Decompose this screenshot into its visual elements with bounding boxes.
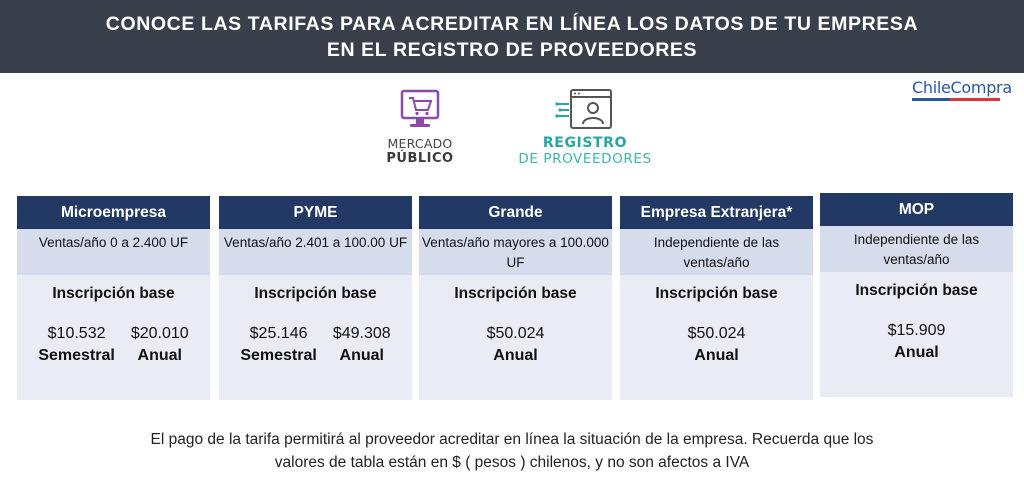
footer-note-line-2: valores de tabla están en $ ( pesos ) chilenos, y no son afectos a IVA	[274, 454, 750, 471]
tariff-body	[419, 275, 612, 400]
page-banner	[0, 0, 1024, 73]
price-item	[688, 323, 746, 367]
mercado-publico-logo	[372, 88, 468, 168]
registro-proveedores-logo	[505, 88, 665, 180]
tariff-header: MOP	[820, 193, 1013, 226]
tariff-header: Empresa Extranjera*	[620, 196, 813, 229]
tariff-body	[219, 275, 412, 400]
price-amount: $20.010	[130, 325, 189, 342]
price-amount: $50.024	[687, 325, 746, 342]
sales-range: Ventas/año 0 a 2.400 UF	[17, 229, 210, 275]
price-period: Semestral	[240, 347, 317, 364]
chilecompra-flag-stripe	[912, 98, 1000, 101]
price-list	[820, 320, 1013, 364]
banner-title-line-1: CONOCE LAS TARIFAS PARA ACREDITAR EN LÍNEA LOS DATOS DE TU EMPRESA	[105, 13, 919, 35]
sales-range: Independiente de las ventas/año	[820, 226, 1013, 272]
price-list	[620, 323, 813, 367]
price-period: Anual	[339, 347, 384, 364]
base-registration-label: Inscripción base	[254, 285, 377, 302]
chilecompra-logo-text: ChileCompra	[912, 78, 1012, 97]
footer-note-line-1: El pago de la tarifa permitirá al proveedor acreditar en línea la situación de la empresa. Recuerda que los	[150, 431, 874, 448]
price-amount: $25.146	[249, 325, 308, 342]
price-period: Anual	[894, 344, 939, 361]
tariff-header: PYME	[219, 196, 412, 229]
tariff-column-grande	[419, 196, 612, 400]
tariff-body	[820, 272, 1013, 397]
price-item	[240, 323, 317, 367]
price-item	[333, 323, 391, 367]
chilecompra-logo	[912, 78, 1012, 108]
base-registration-label: Inscripción base	[855, 282, 978, 299]
tariff-column-microempresa	[17, 196, 210, 400]
base-registration-label: Inscripción base	[454, 285, 577, 302]
price-period: Anual	[694, 347, 739, 364]
price-list	[17, 323, 210, 367]
tariff-header: Grande	[419, 196, 612, 229]
price-period: Anual	[493, 347, 538, 364]
tariff-body	[620, 275, 813, 400]
mercado-publico-logo-top: MERCADO	[387, 136, 453, 151]
mercado-publico-logo-bottom: PÚBLICO	[386, 151, 454, 166]
tariff-body	[17, 275, 210, 400]
price-list	[219, 323, 412, 367]
price-amount: $49.308	[332, 325, 391, 342]
sales-range: Ventas/año mayores a 100.000 UF	[419, 229, 612, 275]
registro-proveedores-logo-top: REGISTRO	[542, 135, 628, 151]
shopping-cart-monitor-icon	[398, 88, 442, 130]
browser-user-icon	[555, 88, 615, 132]
base-registration-label: Inscripción base	[655, 285, 778, 302]
price-period: Semestral	[38, 347, 115, 364]
price-item	[487, 323, 545, 367]
footer-note	[60, 428, 964, 474]
tariff-column-mop	[820, 193, 1013, 397]
price-amount: $15.909	[887, 322, 946, 339]
sales-range: Independiente de las ventas/año	[620, 229, 813, 275]
sales-range: Ventas/año 2.401 a 100.00 UF	[219, 229, 412, 275]
price-period: Anual	[137, 347, 182, 364]
price-item	[888, 320, 946, 364]
price-amount: $50.024	[486, 325, 545, 342]
price-item	[131, 323, 189, 367]
tariff-column-empresa-extranjera	[620, 196, 813, 400]
base-registration-label: Inscripción base	[52, 285, 175, 302]
price-list	[419, 323, 612, 367]
price-amount: $10.532	[47, 325, 106, 342]
tariff-column-pyme	[219, 196, 412, 400]
banner-title-line-2: EN EL REGISTRO DE PROVEEDORES	[326, 39, 698, 61]
registro-proveedores-logo-bottom: DE PROVEEDORES	[518, 151, 652, 167]
price-item	[38, 323, 115, 367]
tariff-header: Microempresa	[17, 196, 210, 229]
